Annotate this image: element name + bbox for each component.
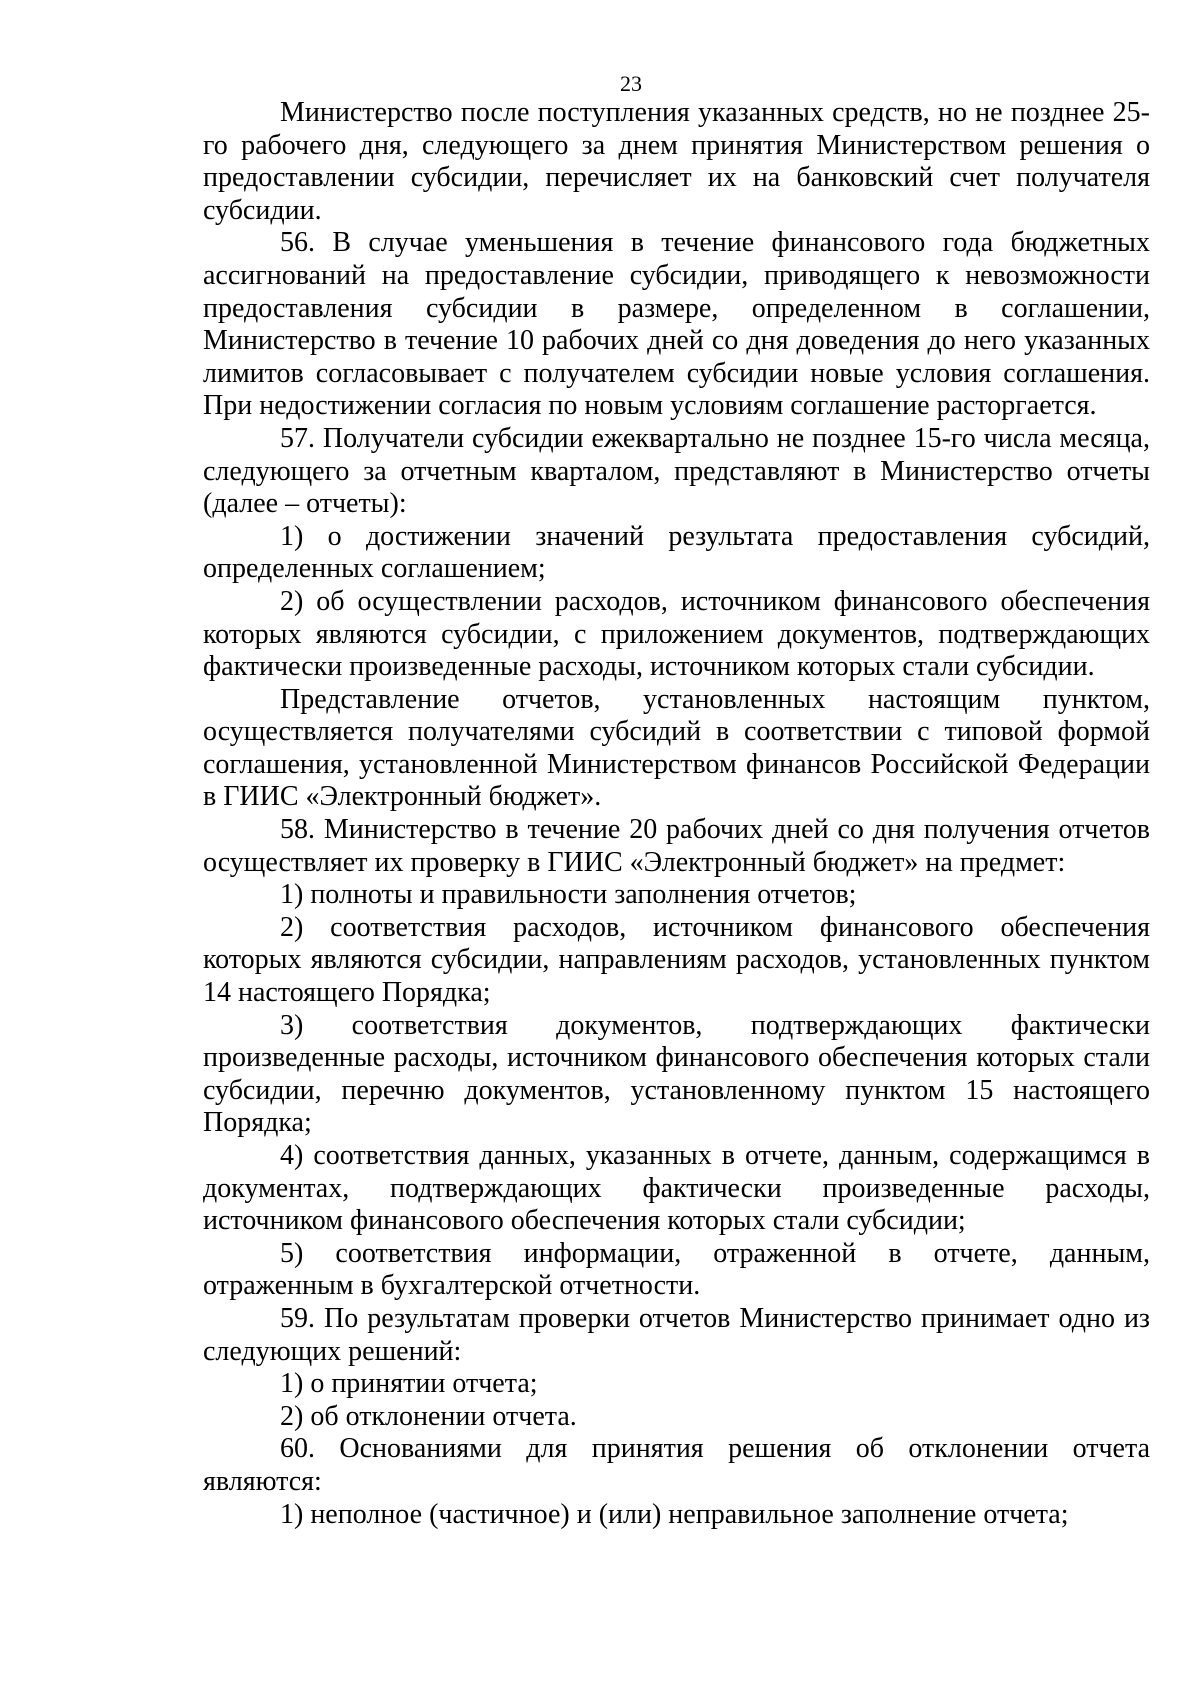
paragraph-59: 59. По результатам проверки отчетов Министерство принимает одно из следующих решений: [203,1302,1150,1367]
paragraph-59-item-1: 1) о принятии отчета; [280,1368,538,1400]
paragraph-59-item-2: 2) об отклонении отчета. [280,1400,577,1432]
page-number: 23 [620,71,642,96]
paragraph-58-item-4: 4) соответствия данных, указанных в отчете, данным, содержащимся в документах, подтверждающих фактически произведенные расходы, источником финансового обеспечения которых стали субсидии; [203,1140,1150,1237]
document-body [203,97,1150,1531]
paragraph-60: 60. Основаниями для принятия решения об отклонении отчета являются: [203,1433,1150,1497]
paragraph-58-item-3: 3) соответствия документов, подтверждающих фактически произведенные расходы, источником финансового обеспечения которых стали субсидии, перечню документов, установленному пунктом 15 настоящего Порядка; [203,1009,1150,1139]
paragraph-58-item-2: 2) соответствия расходов, источником финансового обеспечения которых являются субсидии, направлениям расходов, установленных пунктом 14 настоящего Порядка; [203,911,1150,1009]
paragraph-58: 58. Министерство в течение 20 рабочих дней со дня получения отчетов осуществляет их проверку в ГИИС «Электронный бюджет» на предмет: [203,814,1150,878]
paragraph-56: 56. В случае уменьшения в течение финансового года бюджетных ассигнований на предоставление субсидии, приводящего к невозможности предоставления субсидии в размере, определенном в соглашении, Министерство в течение 10 рабочих дней со дня доведения до него указанных лимитов согласовывает с получателем субсидии новые условия соглашения. При недостижении согласия по новым условиям соглашение расторгается. [203,227,1150,422]
paragraph-57: 57. Получатели субсидии ежеквартально не позднее 15-го числа месяца, следующего за отчетным кварталом, представляют в Министерство отчеты (далее – отчеты): [203,422,1150,520]
paragraph-60-item-1: 1) неполное (частичное) и (или) неправильное заполнение отчета; [280,1498,1069,1530]
paragraph-continuation: Министерство после поступления указанных средств, но не позднее 25-го рабочего дня, следующего за днем принятия Министерством решения о предоставлении субсидии, перечисляет их на банковский счет получателя субсидии. [203,97,1150,226]
paragraph-57-item-2: 2) об осуществлении расходов, источником финансового обеспечения которых являются субсидии, с приложением документов, подтверждающих фактически произведенные расходы, источником которых стали субсидии. [203,585,1150,683]
paragraph-58-item-5: 5) соответствия информации, отраженной в отчете, данным, отраженным в бухгалтерской отчетности. [203,1237,1150,1302]
paragraph-58-item-1: 1) полноты и правильности заполнения отчетов; [280,879,857,911]
paragraph-57-item-1: 1) о достижении значений результата предоставления субсидий, определенных соглашением; [203,520,1150,585]
paragraph-57-presentation: Представление отчетов, установленных настоящим пунктом, осуществляется получателями субсидий в соответствии с типовой формой соглашения, установленной Министерством финансов Российской Федерации в ГИИС «Электронный бюджет». [203,683,1150,813]
